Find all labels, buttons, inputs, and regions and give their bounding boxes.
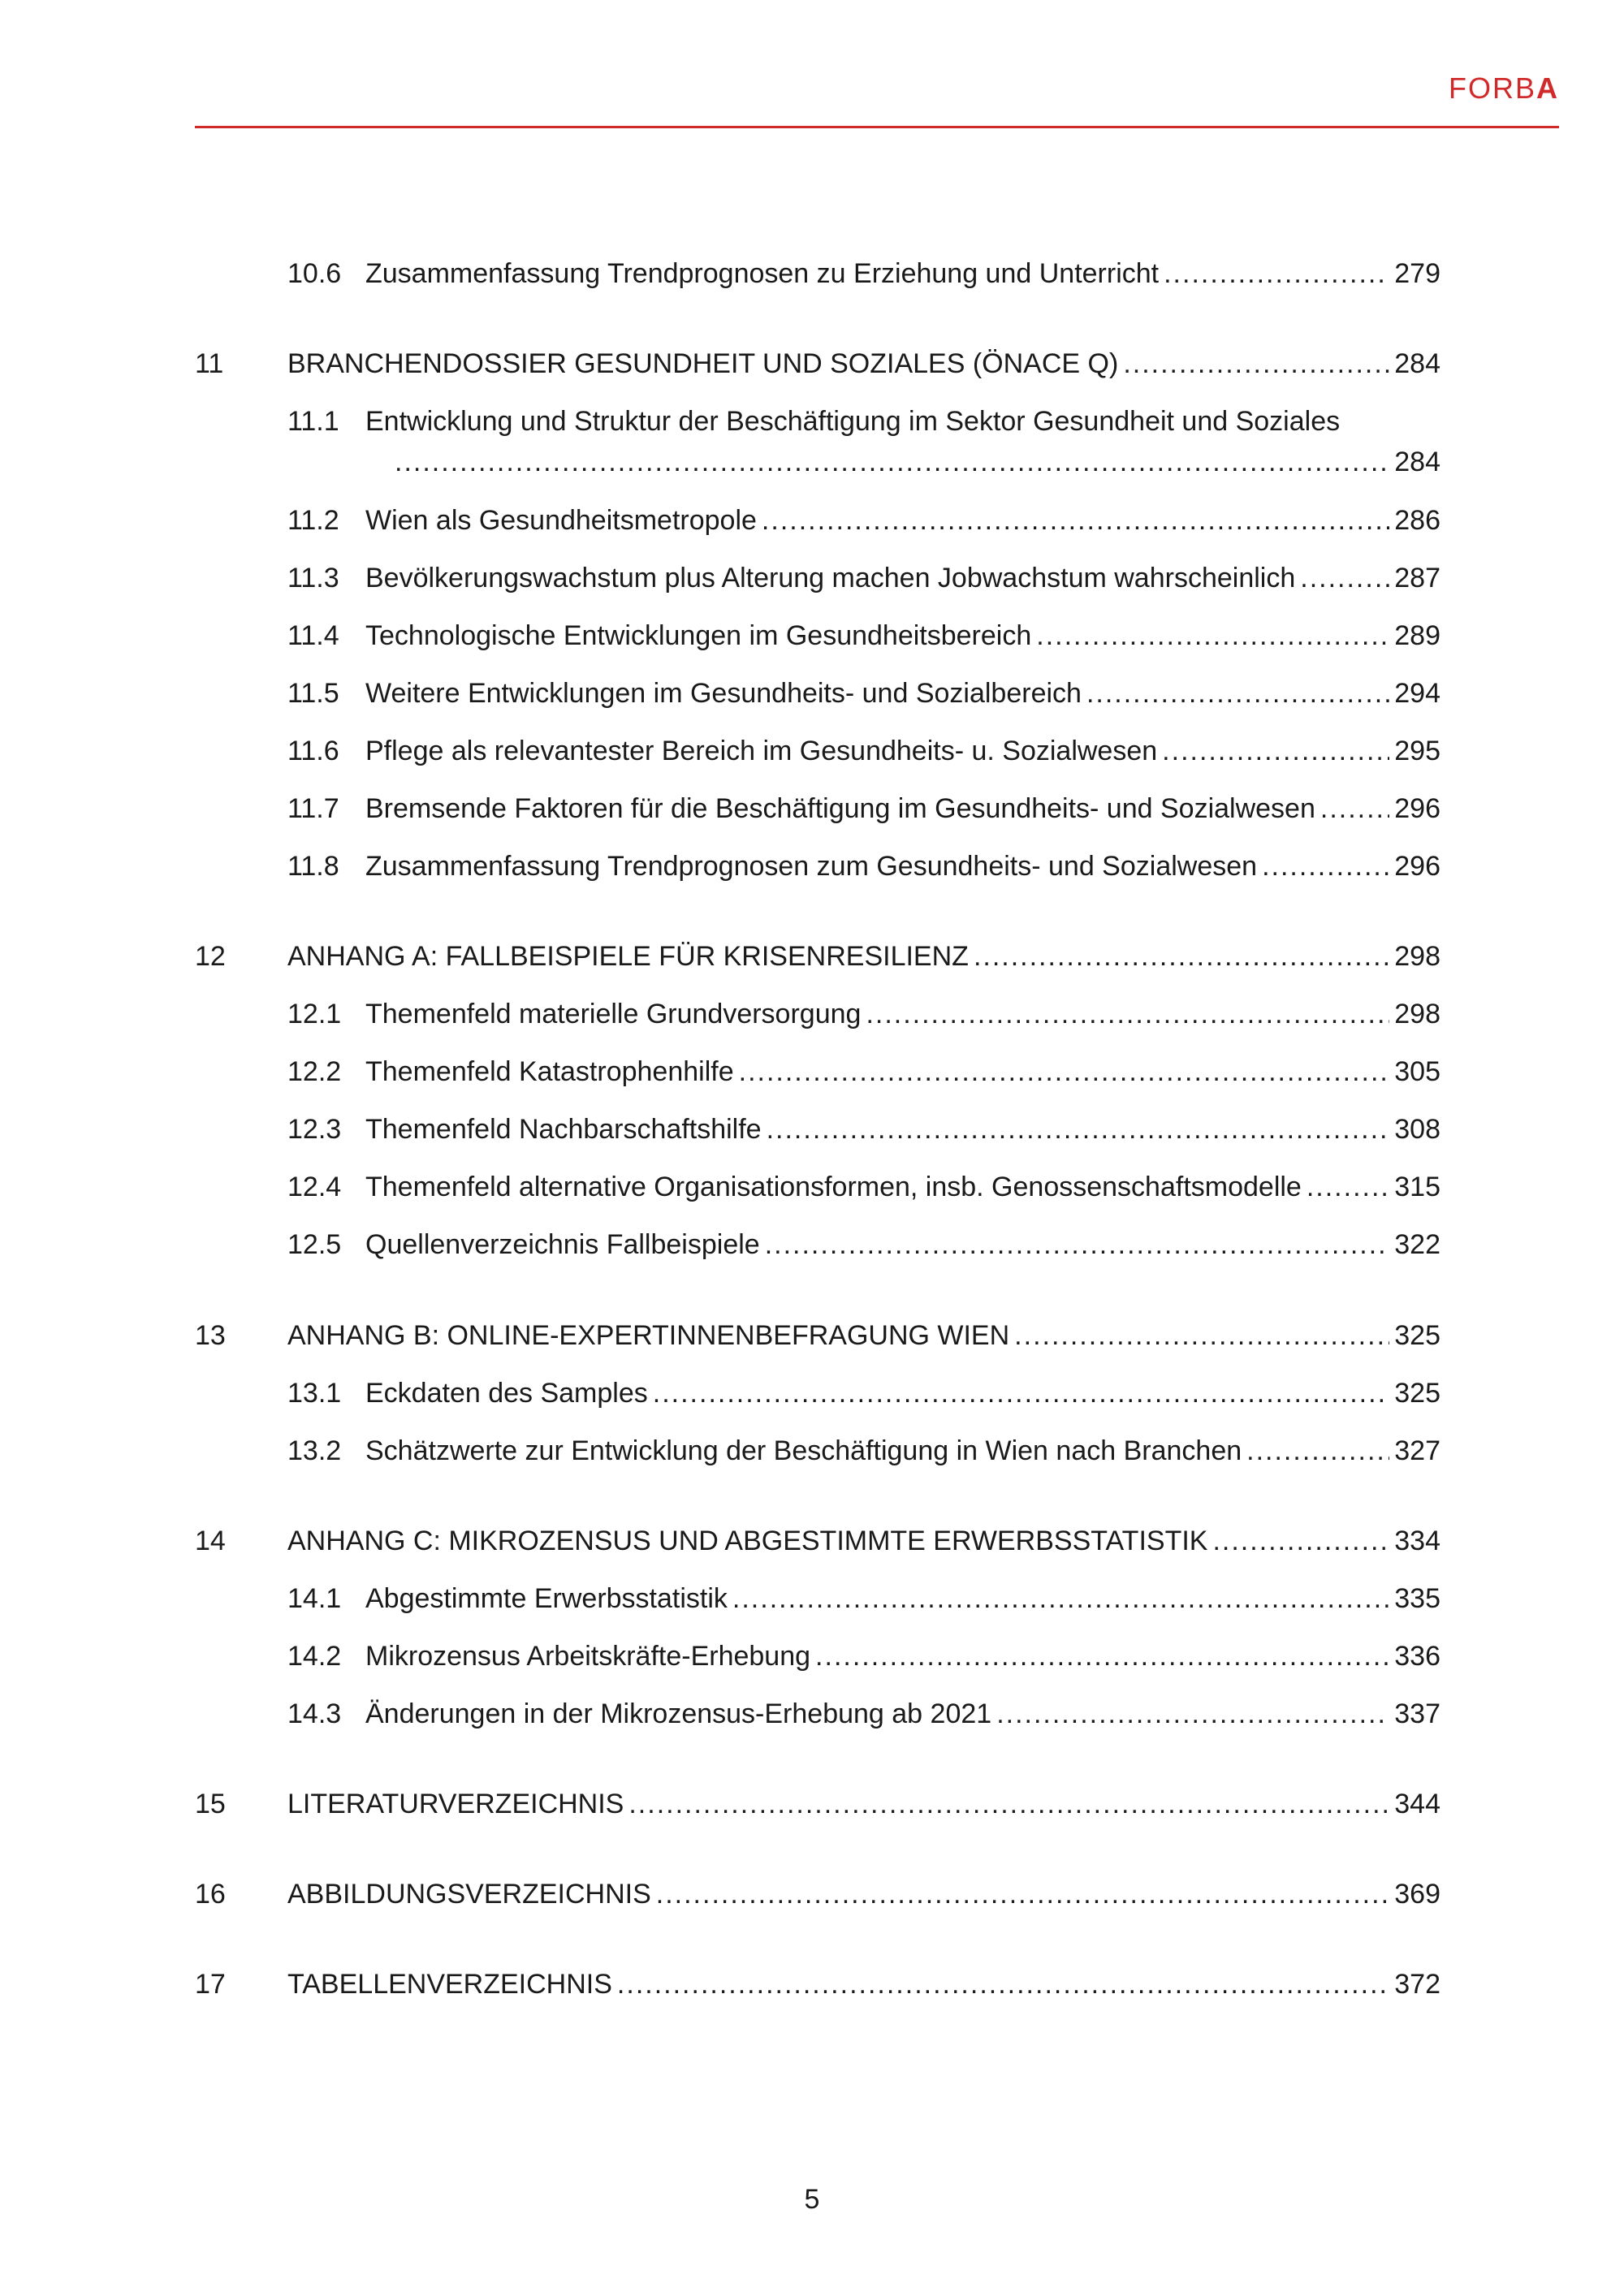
toc-entry[interactable] xyxy=(195,994,1440,1034)
toc-section-number: 12.4 xyxy=(287,1172,342,1202)
toc-title: ABBILDUNGSVERZEICHNIS xyxy=(287,1879,651,1910)
toc-page: 315 xyxy=(1394,1172,1440,1202)
toc-section-number: 12.3 xyxy=(287,1114,342,1145)
toc-leader xyxy=(1246,1431,1389,1471)
toc-entry[interactable] xyxy=(195,401,1440,442)
toc-page: 322 xyxy=(1394,1229,1440,1260)
toc-title: Schätzwerte zur Entwicklung der Beschäftigung in Wien nach Branchen xyxy=(365,1435,1242,1466)
toc-leader xyxy=(628,1784,1389,1824)
toc-entry[interactable] xyxy=(195,500,1440,541)
toc-leader xyxy=(656,1874,1390,1914)
toc-section-number: 11.7 xyxy=(287,793,339,824)
toc-chapter-number: 13 xyxy=(195,1320,226,1351)
toc-page: 337 xyxy=(1394,1698,1440,1729)
toc-page: 308 xyxy=(1394,1114,1440,1145)
toc-page: 372 xyxy=(1394,1969,1440,2000)
toc-leader xyxy=(1307,1167,1389,1207)
toc-entry[interactable] xyxy=(195,1578,1440,1619)
toc-entry[interactable] xyxy=(195,1224,1440,1265)
toc-leader xyxy=(1162,731,1389,771)
toc-title: TABELLENVERZEICHNIS xyxy=(287,1969,612,2000)
toc-title: Mikrozensus Arbeitskräfte-Erhebung xyxy=(365,1641,811,1672)
toc-title: LITERATURVERZEICHNIS xyxy=(287,1789,624,1819)
toc-leader xyxy=(1014,1315,1389,1356)
toc-section-number: 11.3 xyxy=(287,563,339,593)
toc-title: Themenfeld materielle Grundversorgung xyxy=(365,999,862,1029)
toc-page: 296 xyxy=(1394,793,1440,824)
toc-entry[interactable] xyxy=(195,1109,1440,1150)
toc-leader xyxy=(1123,343,1389,384)
toc-title: Technologische Entwicklungen im Gesundheitsbereich xyxy=(365,620,1032,651)
toc-entry[interactable] xyxy=(195,788,1440,829)
toc-chapter-number: 12 xyxy=(195,941,226,972)
toc-chapter-entry[interactable] xyxy=(195,1521,1440,1561)
toc-leader xyxy=(653,1373,1390,1413)
toc-chapter-number: 14 xyxy=(195,1526,226,1556)
toc-page: 336 xyxy=(1394,1641,1440,1672)
forba-logo xyxy=(1449,71,1559,106)
toc-leader xyxy=(767,1109,1390,1150)
toc-entry[interactable] xyxy=(195,253,1440,294)
toc-title: ANHANG A: FALLBEISPIELE FÜR KRISENRESILIENZ xyxy=(287,941,969,972)
toc-leader xyxy=(974,936,1389,977)
toc-chapter-entry[interactable] xyxy=(195,343,1440,384)
toc-entry[interactable] xyxy=(195,1431,1440,1471)
toc-section-number: 13.2 xyxy=(287,1435,342,1466)
toc-title: BRANCHENDOSSIER GESUNDHEIT UND SOZIALES (ÖNACE Q) xyxy=(287,348,1119,379)
toc-page: 284 xyxy=(1394,348,1440,379)
toc-title: ANHANG C: MIKROZENSUS UND ABGESTIMMTE ERWERBSSTATISTIK xyxy=(287,1526,1208,1556)
toc-section-number: 11.8 xyxy=(287,851,339,882)
toc-leader xyxy=(1300,558,1389,598)
toc-page: 287 xyxy=(1394,563,1440,593)
toc-section-number: 12.5 xyxy=(287,1229,342,1260)
header-rule xyxy=(195,126,1559,128)
toc-leader xyxy=(1212,1521,1389,1561)
toc-title: Eckdaten des Samples xyxy=(365,1378,648,1409)
toc-title: Themenfeld Nachbarschaftshilfe xyxy=(365,1114,762,1145)
toc-page: 294 xyxy=(1394,678,1440,709)
toc-leader xyxy=(1164,253,1389,294)
toc-leader xyxy=(996,1694,1389,1734)
toc-chapter-entry[interactable] xyxy=(195,1964,1440,2005)
toc-page: 286 xyxy=(1394,505,1440,536)
toc-page: 334 xyxy=(1394,1526,1440,1556)
toc-title: Pflege als relevantester Bereich im Gesundheits- u. Sozialwesen xyxy=(365,736,1158,766)
toc-page: 279 xyxy=(1394,258,1440,289)
toc-title: Themenfeld alternative Organisationsformen, insb. Genossenschaftsmodelle xyxy=(365,1172,1302,1202)
toc-page: 325 xyxy=(1394,1378,1440,1409)
toc-section-number: 13.1 xyxy=(287,1378,342,1409)
toc-title: Quellenverzeichnis Fallbeispiele xyxy=(365,1229,760,1260)
toc-page: 298 xyxy=(1394,999,1440,1029)
toc-section-number: 11.6 xyxy=(287,736,339,766)
toc-title: Themenfeld Katastrophenhilfe xyxy=(365,1056,734,1087)
toc-section-number: 11.2 xyxy=(287,505,339,536)
toc-section-number: 14.1 xyxy=(287,1583,342,1614)
toc-chapter-entry[interactable] xyxy=(195,1315,1440,1356)
toc-entry[interactable] xyxy=(195,731,1440,771)
toc-page: 296 xyxy=(1394,851,1440,882)
toc-entry-continuation[interactable] xyxy=(195,442,1440,482)
toc-page: 335 xyxy=(1394,1583,1440,1614)
toc-entry[interactable] xyxy=(195,1167,1440,1207)
page-number: 5 xyxy=(804,2184,820,2215)
toc-entry[interactable] xyxy=(195,846,1440,887)
toc-chapter-number: 17 xyxy=(195,1969,226,2000)
toc-page: 344 xyxy=(1394,1789,1440,1819)
logo-prefix: FORB xyxy=(1448,71,1536,105)
toc-entry[interactable] xyxy=(195,615,1440,656)
toc-entry[interactable] xyxy=(195,673,1440,714)
toc-title: Bremsende Faktoren für die Beschäftigung im Gesundheits- und Sozialwesen xyxy=(365,793,1315,824)
toc-leader xyxy=(1262,846,1389,887)
toc-section-number: 14.3 xyxy=(287,1698,342,1729)
toc-leader xyxy=(732,1578,1389,1619)
toc-chapter-number: 16 xyxy=(195,1879,226,1910)
toc-leader xyxy=(1320,788,1389,829)
toc-leader xyxy=(395,442,1389,482)
toc-section-number: 12.2 xyxy=(287,1056,342,1087)
toc-leader xyxy=(815,1636,1389,1677)
toc-section-number: 11.4 xyxy=(287,620,339,651)
toc-entry[interactable] xyxy=(195,1051,1440,1092)
toc-chapter-entry[interactable] xyxy=(195,936,1440,977)
toc-title: Zusammenfassung Trendprognosen zu Erziehung und Unterricht xyxy=(365,258,1160,289)
toc-title: Bevölkerungswachstum plus Alterung machen Jobwachstum wahrscheinlich xyxy=(365,563,1296,593)
toc-section-number: 11.5 xyxy=(287,678,339,709)
toc-title: Entwicklung und Struktur der Beschäftigung im Sektor Gesundheit und Soziales xyxy=(365,406,1341,437)
toc-leader xyxy=(1036,615,1389,656)
toc-leader xyxy=(765,1224,1390,1265)
toc-page: 289 xyxy=(1394,620,1440,651)
toc-entry[interactable] xyxy=(195,558,1440,598)
toc-chapter-number: 15 xyxy=(195,1789,226,1819)
toc-chapter-entry[interactable] xyxy=(195,1874,1440,1914)
toc-section-number: 11.1 xyxy=(287,406,339,437)
toc-title: ANHANG B: ONLINE-EXPERTINNENBEFRAGUNG WIEN xyxy=(287,1320,1010,1351)
toc-title: Zusammenfassung Trendprognosen zum Gesundheits- und Sozialwesen xyxy=(365,851,1258,882)
toc-entry[interactable] xyxy=(195,1636,1440,1677)
toc-leader xyxy=(1086,673,1389,714)
toc-title: Weitere Entwicklungen im Gesundheits- und Sozialbereich xyxy=(365,678,1082,709)
toc-leader xyxy=(617,1964,1389,2005)
toc-page: 327 xyxy=(1394,1435,1440,1466)
toc-page: 325 xyxy=(1394,1320,1440,1351)
toc-leader xyxy=(762,500,1389,541)
toc-section-number: 14.2 xyxy=(287,1641,342,1672)
toc-entry[interactable] xyxy=(195,1694,1440,1734)
toc-page: 295 xyxy=(1394,736,1440,766)
toc-chapter-number: 11 xyxy=(195,348,224,379)
toc-page: 305 xyxy=(1394,1056,1440,1087)
toc-entry[interactable] xyxy=(195,1373,1440,1413)
toc-section-number: 12.1 xyxy=(287,999,342,1029)
toc-section-number: 10.6 xyxy=(287,258,342,289)
toc-leader xyxy=(739,1051,1390,1092)
toc-page: 284 xyxy=(1394,447,1440,477)
logo-suffix: A xyxy=(1536,71,1559,105)
toc-chapter-entry[interactable] xyxy=(195,1784,1440,1824)
toc-title: Wien als Gesundheitsmetropole xyxy=(365,505,757,536)
toc-title: Änderungen in der Mikrozensus-Erhebung ab 2021 xyxy=(365,1698,992,1729)
toc-page: 298 xyxy=(1394,941,1440,972)
toc-title: Abgestimmte Erwerbsstatistik xyxy=(365,1583,728,1614)
toc-page: 369 xyxy=(1394,1879,1440,1910)
toc-leader xyxy=(866,994,1389,1034)
